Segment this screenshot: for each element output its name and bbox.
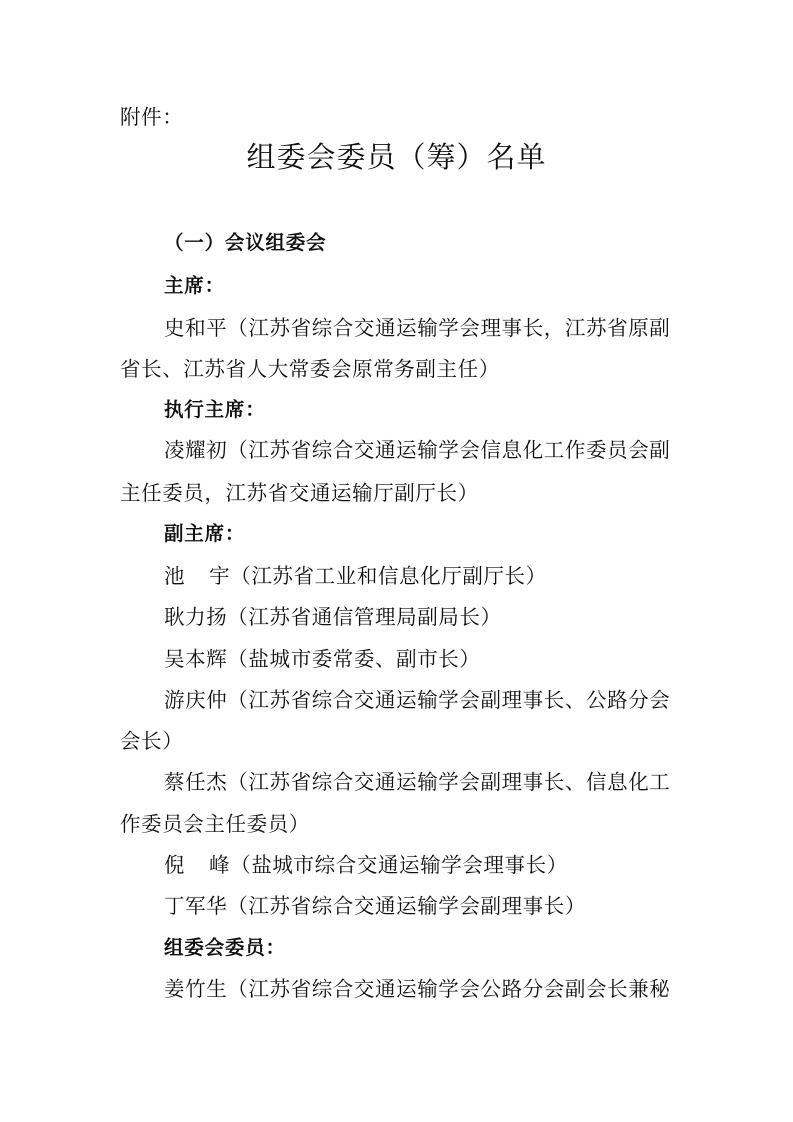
section-heading: （一）会议组委会 — [164, 231, 327, 254]
member-line — [164, 851, 568, 879]
group-heading-vice-chair: 副主席： — [164, 522, 246, 545]
member-line: 主任委员，江苏省交通运输厅副厅长） — [120, 481, 479, 505]
member-title: （盐城市综合交通运输学会理事长） — [230, 853, 568, 877]
member-line: 丁军华（江苏省综合交通运输学会副理事长） — [164, 894, 586, 918]
member-line: 省长、江苏省人大常委会原常务副主任） — [120, 357, 500, 381]
member-line: 耿力扬（江苏省通信管理局副局长） — [164, 605, 502, 629]
group-heading-chair: 主席： — [164, 274, 225, 297]
member-line: 会长） — [120, 729, 184, 753]
member-line: 蔡任杰（江苏省综合交通运输学会副理事长、信息化工 — [164, 770, 671, 794]
member-name-part: 倪 — [164, 853, 186, 877]
group-heading-executive-chair: 执行主席： — [164, 398, 266, 421]
member-line: 凌耀初（江苏省综合交通运输学会信息化工作委员会副 — [164, 438, 671, 462]
member-line: 史和平（江苏省综合交通运输学会理事长，江苏省原副 — [164, 316, 671, 340]
attachment-label: 附件： — [120, 105, 184, 129]
member-name-part: 峰 — [209, 853, 231, 877]
member-line: 游庆仲（江苏省综合交通运输学会副理事长、公路分会 — [164, 688, 671, 712]
group-heading-committee-members: 组委会委员： — [164, 936, 286, 959]
member-name-part: 宇 — [209, 564, 231, 588]
member-line — [164, 562, 547, 590]
member-line: 吴本辉（盐城市委常委、副市长） — [164, 647, 481, 671]
page-title: 组委会委员（筹）名单 — [246, 140, 547, 174]
member-line: 作委员会主任委员） — [120, 812, 310, 836]
member-name-part: 池 — [164, 564, 186, 588]
member-line: 姜竹生（江苏省综合交通运输学会公路分会副会长兼秘 — [164, 977, 671, 1001]
member-title: （江苏省工业和信息化厅副厅长） — [230, 564, 547, 588]
